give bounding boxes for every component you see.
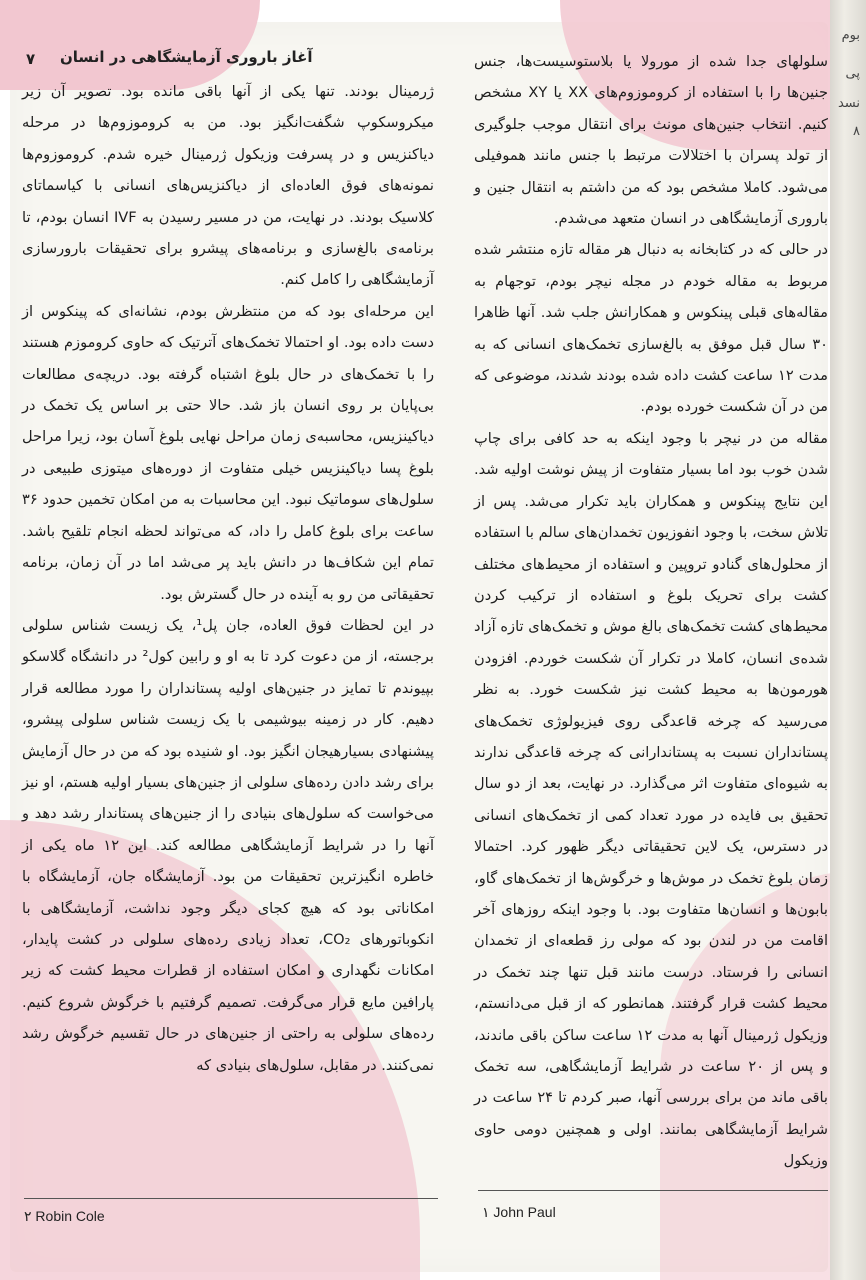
paragraph: ژرمینال بودند. تنها یکی از آنها باقی مانده بود. تصویر آن زیر میکروسکوپ شگفت‌انگیز بود. من به کروموزوم‌ها در مرحله دیاکنزیس و در پسرفت وزیکول ژرمینال خیره شدم. کروموزوم‌ها نمونه‌های فوق العاده‌ای از دیاکنزیس‌های انسانی با کیاسماتای کلاسیک بودند. در نهایت، من در مسیر رسیدن به IVF انسان بودم، تا برنامه‌ی بالغ‌سازی و برنامه‌های پیشرو برای تحقیقات بارورسازی آزمایشگاهی را کامل کنم. [22,83,434,289]
paragraph: در این لحظات فوق العاده، جان پل¹، یک زیست شناس سلولی برجسته، از من دعوت کرد تا به او و رابین کول² در دانشگاه گلاسکو بپیوندم تا تمایز در جنین‌های اولیه پستانداران را مورد مطالعه قرار دهیم. کار در زمینه بیوشیمی با یک زیست شناس سلولی پیشرو، پیشنهادی بسیارهیجان انگیز بود. او شنیده بود که من در حال آزمایش برای رشد دادن رده‌های سلولی از جنین‌های بسیار اولیه هستم، او نیز می‌خواست که سلول‌های بنیادی را از جنین‌های پستاندار رشد دهد و آنها را در شرایط آزمایشگاهی مطالعه کند. این ۱۲ ماه یکی از خاطره انگیزترین تحقیقات من بود. آزمایشگاه جان، آزمایشگاه با امکاناتی بود که هیچ کجای دیگر وجود نداشت، آزمایشگاهی با انکوباتورهای CO₂، تعداد زیادی رده‌های سلولی در کشت پایدار، امکانات نگهداری و امکان استفاده از قطرات محیط کشت که زیر پارافین مایع قرار می‌گرفت. تصمیم گرفتیم با خرگوش شروع کنیم. رده‌های سلولی به راحتی از جنین‌های در حال تقسیم خرگوش رشد نمی‌کنند. در مقابل، سلول‌های بنیادی که [22,616,435,1074]
paragraph: مقاله من در نیچر با وجود اینکه به حد کافی برای چاپ شدن خوب بود اما بسیار متفاوت از پیش نوشت اولیه شد. این نتایج پینکوس و همکاران باید تکرار می‌شد. پس از تلاش سخت، با وجود انفوزیون تخمدان‌های سالم با استفاده از محلول‌های گنادو تروپین و استفاده از محیط‌های مختلف کشت برای تحریک بلوغ و استفاده از ترکیب کردن محیط‌های کشت تخمک‌های بالغ موش و تخمک‌های تازه آزاد شده‌ی انسان، کاملا در تکرار آن شکست خوردم. افزودن هورمون‌ها به محیط کشت نیز شکست خورد. به نظر می‌رسید که چرخه قاعدگی روی فیزیولوژی تخمک‌های پستانداران نسبت به پستاندارانی که چرخه قاعدگی ندارند به شیوه‌ای متفاوت اثر می‌گذارد. در نهایت، بعد از دو سال تحقیق بی فایده در مورد تعداد کمی از تخمک‌های انسانی در دسترس، یک لاین تحقیقاتی دیگر ظهور کرد. احتمالا زمان بلوغ تخمک در موش‌ها و خرگوش‌ها از تخمک‌های گاو، بابون‌ها و انسان‌ها متفاوت بود. با وجود اینکه روزهای آخر اقامت من در لندن بود که مولی رز قطعه‌ای از تخمدان انسانی را فرستاد. درست مانند قبل تنها چند تخمک در محیط کشت قرار گرفتند. همانطور که از قبل می‌دانستم، وزیکول ژرمینال آنها به مدت ۱۲ ساعت ساکن باقی ماندند، و پس از ۲۰ ساعت در شرایط آزمایشگاهی، سه تخمک باقی ماند من برای بررسی آنها، صبر کردم تا ۲۴ ساعت در شرایط آزمایشگاهی بمانند. اولی و همچنین دومی حاوی وزیکول [474,429,829,1170]
next-page-edge [830,0,866,1280]
footnote-rule-left [24,1198,438,1199]
paragraph: در حالی که در کتابخانه به دنبال هر مقاله تازه منتشر شده مربوط به مقاله خودم در مجله نیچر بودم، توجهام به مقاله‌های قبلی پینکوس و همکارانش جلب شد. آنها ظاهرا ۳۰ سال قبل موفق به بالغ‌سازی تخمک‌های انسانی که به مدت ۱۲ ساعت کشت داده شده بودند شدند، موضوعی که من در آن شکست خورده بودم. [474,241,828,416]
edge-letter: ۸ [853,124,860,139]
edge-letter: نسد [837,96,860,111]
right-column [474,46,828,1177]
paragraph: این مرحله‌ای بود که من منتظرش بودم، نشانه‌ای که پینکوس از دست داده بود. او احتمالا تخمک‌های آترتیک که حاوی کروموزم هستند را با تخمک‌های در حال بلوغ اشتباه گرفته بود. دریچه‌ی مطالعات بی‌پایان بر روی انسان باز شد. حالا حتی بر اساس یک تخمک در دیاکینزیس، محاسبه‌ی زمان مراحل نهایی بلوغ آسان بود، زیرا مراحل بلوغ پسا دیاکینزیس خیلی متفاوت از دوره‌های میتوزی طبیعی در سلول‌های سوماتیک نبود. این محاسبات به من امکان تخمین حدود ۳۶ ساعت برای بلوغ کامل را داد، که می‌تواند لحظه انجام تلقیح باشد. تمام این شکاف‌ها در دانش باید پر می‌شد اما در آن زمان، برنامه تحقیقاتی من رو به آینده در حال گسترش بود. [22,302,434,603]
footnote-marker: ۱ [482,1204,490,1220]
edge-letter: بوم [841,28,860,43]
page-number: ۷ [26,50,36,68]
paragraph: سلولهای جدا شده از مورولا یا بلاستوسیست‌ها، جنس جنین‌ها را با استفاده از کروموزوم‌های XX یا XY مشخص کنیم. انتخاب جنین‌های مونث برای انتقال موجب جلوگیری از تولد پسران با اختلالات مرتبط با جنس مانند هموفیلی می‌شود. کاملا مشخص بود که من داشتم به انتقال جنین و باروری آزمایشگاهی در انسان متعهد می‌شدم. [474,53,828,228]
footnote-text: Robin Cole [35,1208,105,1224]
footnote-left [24,1208,105,1225]
edge-letter: پی [845,66,860,81]
running-header: آغاز باروری آزمایشگاهی در انسان [60,48,313,66]
footnote-rule-right [478,1190,828,1191]
footnote-right [482,1204,556,1221]
footnote-text: John Paul [493,1204,556,1220]
left-column [22,76,434,1081]
footnote-marker: ۲ [24,1208,32,1224]
